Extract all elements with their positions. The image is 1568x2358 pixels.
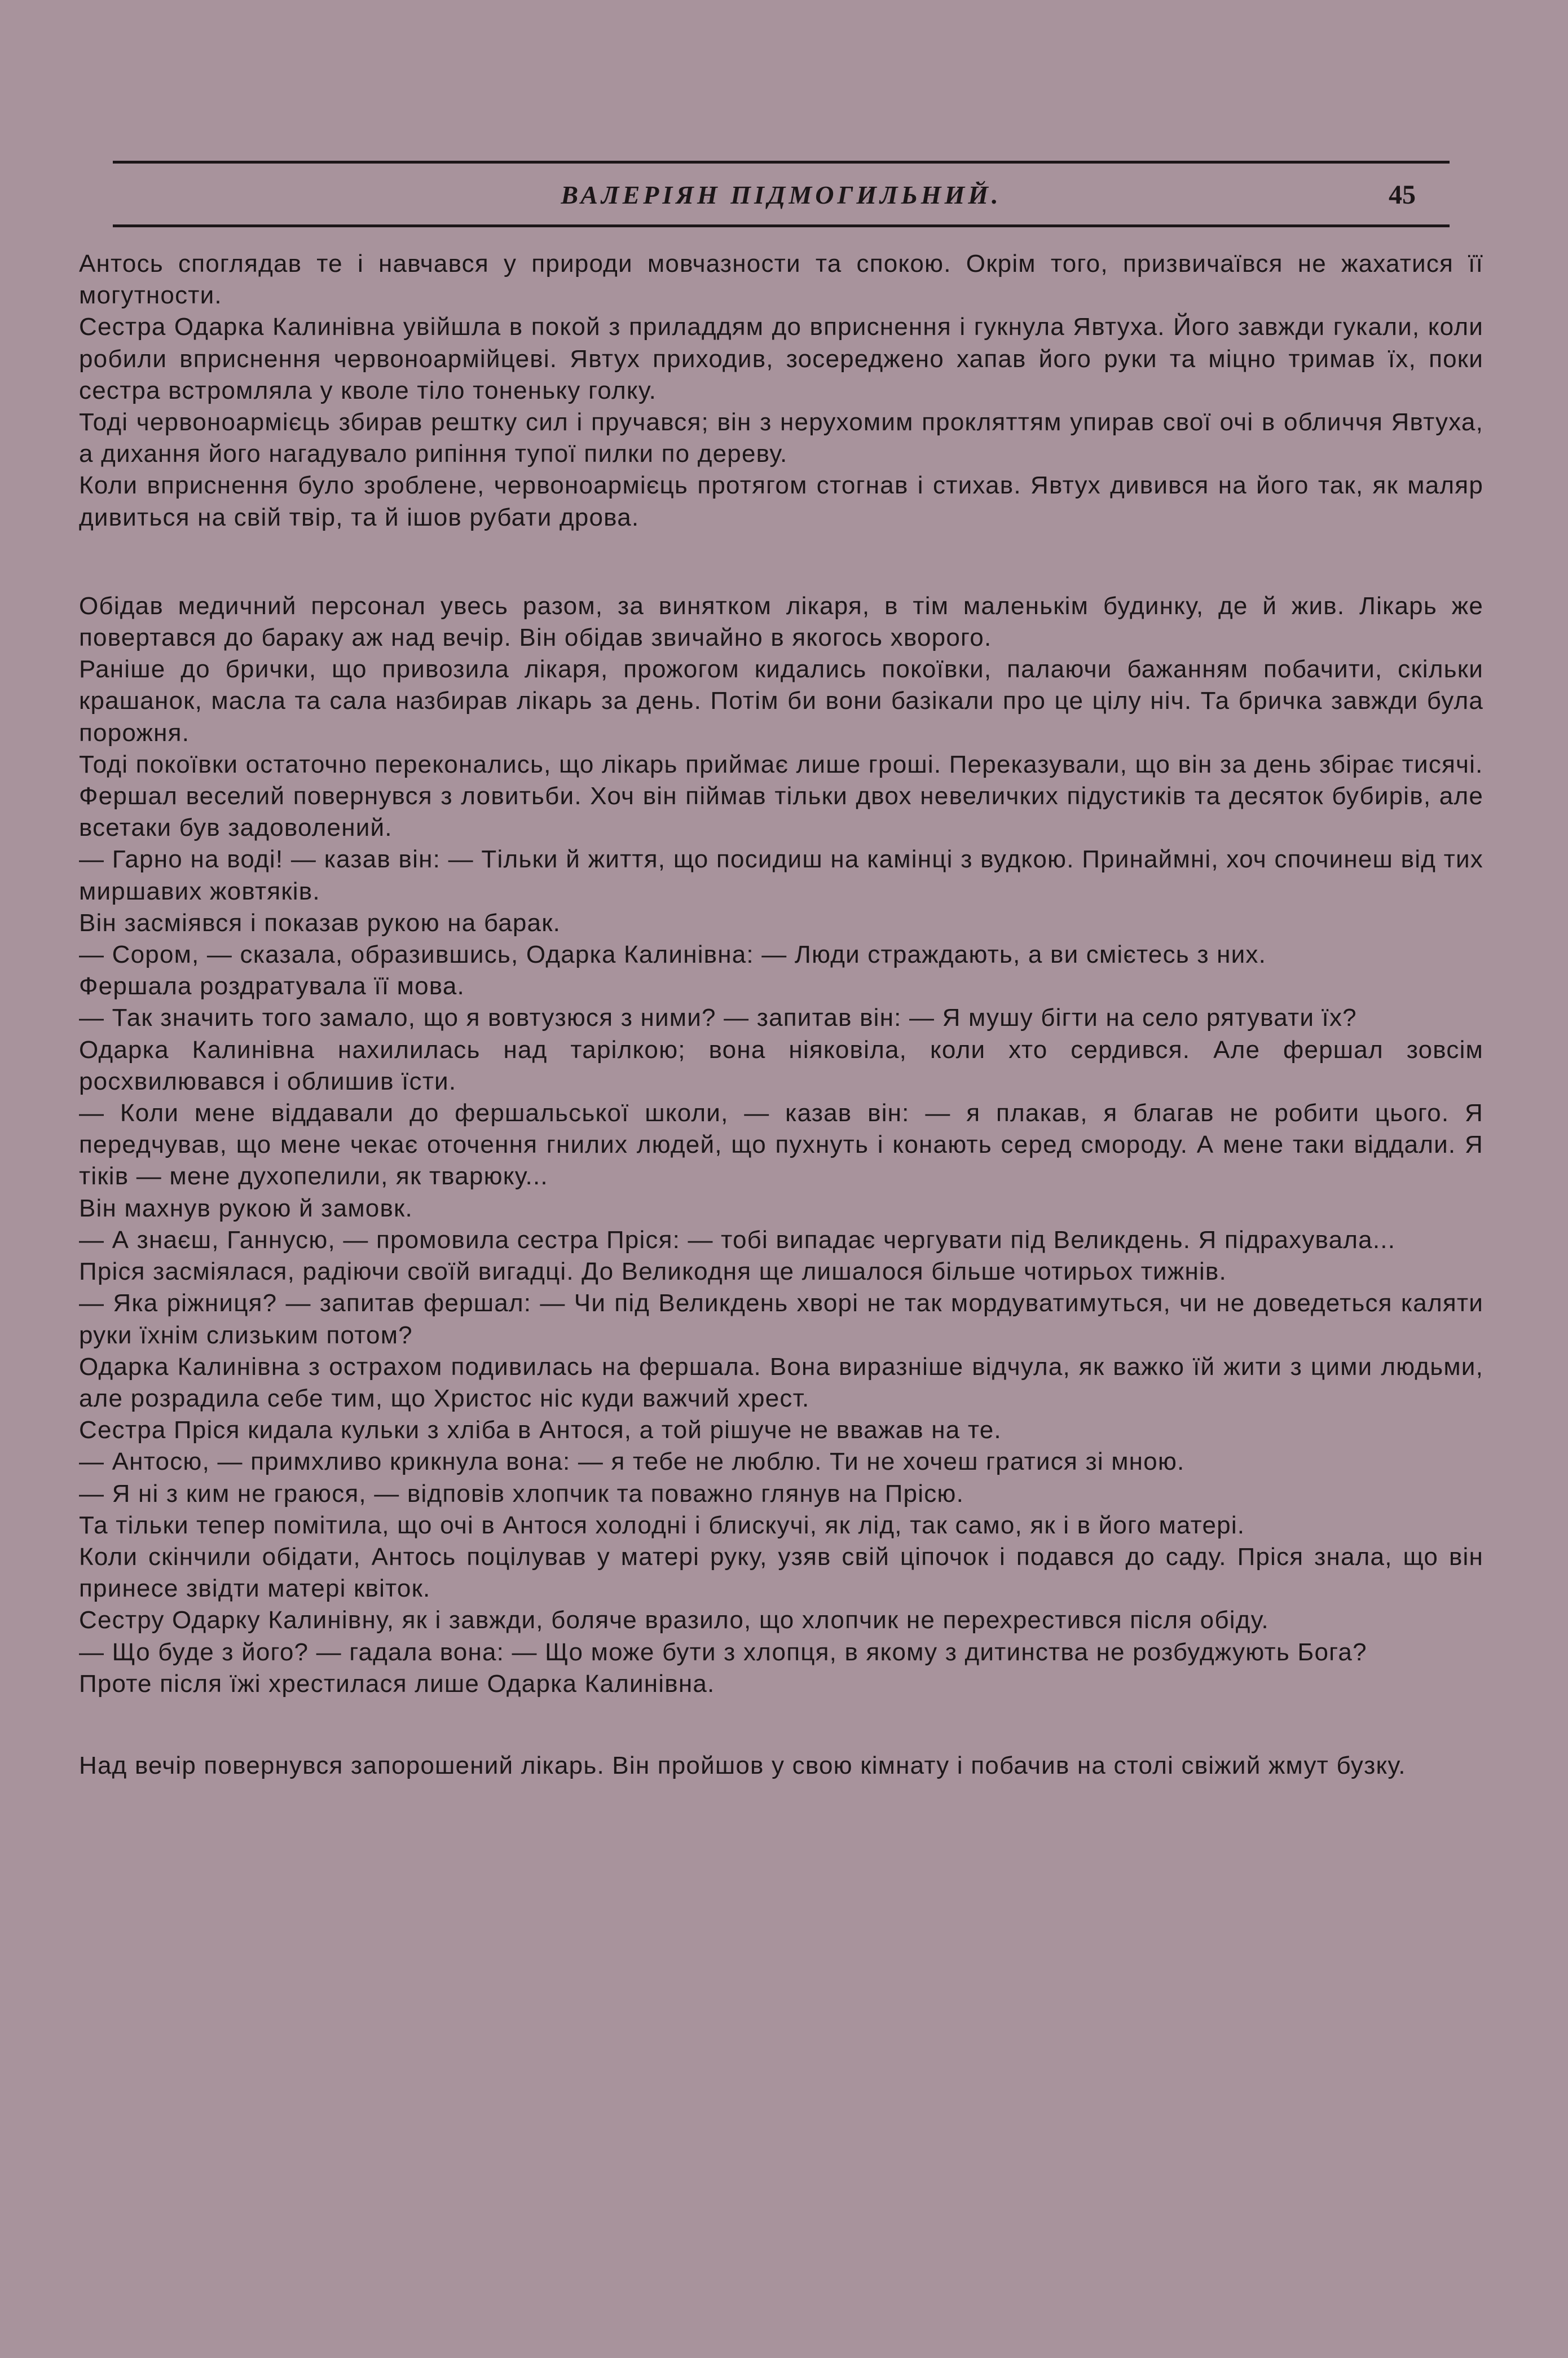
paragraph: Пріся засміялася, радіючи своїй вигадці. До Великодня ще лишалося більше чотирьох тижнів.: [79, 1258, 1227, 1286]
paragraph: Та тільки тепер помітила, що очі в Антося холодні і блискучі, як лід, так само, як і в його матері.: [79, 1511, 1245, 1539]
paragraph: Над вечір повернувся запорошений лікарь. Він пройшов у свою кімнату і побачив на столі свіжий жмут бузку.: [79, 1751, 1406, 1779]
paragraph: Коли вприснення було зроблене, червоноармієць протягом стогнав і стихав. Явтух дивився на його так, як маляр дивиться на свій твір, та й ішов рубати дрова.: [79, 471, 1483, 531]
paragraph: Сестру Одарку Калинівну, як і завжди, боляче вразило, що хлопчик не перехрестився після обіду.: [79, 1606, 1269, 1634]
paragraph: Коли скінчили обідати, Антось поцілував у матері руку, узяв свій ціпочок і подався до саду. Пріся знала, що він принесе звідти матері квіток.: [79, 1542, 1483, 1603]
section-2: [79, 590, 1483, 1700]
paragraph: Антось споглядав те і навчався у природи мовчазности та спокою. Окрім того, призвичаївся не жахатися її могутности.: [79, 250, 1483, 310]
paragraph: Фершал веселий повернувся з ловитьби. Хоч він піймав тільки двох невеличких підустиків та десяток бубирів, але всетаки був задоволений.: [79, 782, 1483, 842]
paragraph: Він засміявся і показав рукою на барак.: [79, 909, 561, 937]
header-rule-top: [113, 161, 1450, 164]
paragraph: Тоді покоївки остаточно переконались, що лікарь приймає лише гроші. Переказували, що він за день збірає тисячі.: [79, 750, 1483, 778]
paragraph: Фершала роздратувала її мова.: [79, 972, 465, 1001]
running-head: [113, 173, 1450, 218]
section-break: [79, 1700, 1483, 1750]
paragraph: — Так значить того замало, що я вовтузюся з ними? — запитав він: — Я мушу бігти на село рятувати їх?: [79, 1004, 1357, 1032]
header-rule-bottom: [113, 224, 1450, 227]
paragraph: — Що буде з його? — гадала вона: — Що може бути з хлопця, в якому з дитинства не розбуджують Бога?: [79, 1638, 1367, 1666]
body-text: [79, 248, 1483, 1782]
page-number: 45: [1389, 180, 1416, 210]
paragraph: — Я ні з ким не граюся, — відповів хлопчик та поважно глянув на Прісю.: [79, 1479, 964, 1508]
paragraph: Одарка Калинівна нахилилась над тарілкою; вона ніяковіла, коли хто сердився. Але фершал зовсім росхвилювався і облишив їсти.: [79, 1035, 1483, 1095]
running-title: ВАЛЕРІЯН ПІДМОГИЛЬНИЙ.: [561, 180, 1002, 209]
paragraph: Проте після їжі хрестилася лише Одарка Калинівна.: [79, 1669, 715, 1698]
paragraph: Одарка Калинівна з острахом подивилась на фершала. Вона виразніше відчула, як важко їй жити з цими людьми, але розрадила себе тим, що Христос ніс куди важчий хрест.: [79, 1352, 1483, 1412]
paragraph: Він махнув рукою й замовк.: [79, 1194, 413, 1222]
paragraph: — Яка ріжниця? — запитав фершал: — Чи під Великдень хворі не так мордуватимуться, чи не доведеться каляти руки їхнім слизьким потом?: [79, 1289, 1483, 1349]
paragraph: — Сором, — сказала, образившись, Одарка Калинівна: — Люди страждають, а ви смієтесь з них.: [79, 941, 1267, 969]
paragraph: — Антосю, — примхливо крикнула вона: — я тебе не люблю. Ти не хочеш гратися зі мною.: [79, 1448, 1185, 1476]
paragraph: — Гарно на воді! — казав він: — Тільки й життя, що посидиш на камінці з вудкою. Принаймні, хоч спочинеш від тих миршавих жовтяків.: [79, 845, 1483, 905]
section-break: [79, 534, 1483, 590]
paragraph: Сестра Одарка Калинівна увійшла в покой з приладдям до вприснення і гукнула Явтуха. Його завжди гукали, коли робили вприснення червоноармійцеві. Явтух приходив, зосереджено хапав його руки та міцно тримав їх, поки сестра встромляла у кволе тіло тоненьку голку.: [79, 313, 1483, 404]
section-3: [79, 1750, 1483, 1782]
paragraph: Обідав медичний персонал увесь разом, за винятком лікаря, в тім маленькім будинку, де й жив. Лікарь же повертався до бараку аж над вечір. Він обідав звичайно в якогось хворого.: [79, 592, 1483, 652]
paragraph: — А знаєш, Ганнусю, — промовила сестра Пріся: — тобі випадає чергувати під Великдень. Я підрахувала...: [79, 1226, 1396, 1254]
paragraph: — Коли мене віддавали до фершальської школи, — казав він: — я плакав, я благав не робити цього. Я передчував, що мене чекає оточення гнилих людей, що пухнуть і конають серед смороду. А мене таки віддали. Я тіків — мене духопелили, як тварюку...: [79, 1099, 1483, 1191]
section-1: [79, 248, 1483, 534]
paragraph: Сестра Пріся кидала кульки з хліба в Антося, а той рішуче не вважав на те.: [79, 1416, 1002, 1444]
paragraph: Тоді червоноармієць збирав рештку сил і пручався; він з нерухомим прокляттям упирав свої очі в обличчя Явтуха, а дихання його нагадувало рипіння тупої пилки по дереву.: [79, 408, 1483, 468]
paragraph: Раніше до брички, що привозила лікаря, прожогом кидались покоївки, палаючи бажанням побачити, скільки крашанок, масла та сала назбирав лікарь за день. Потім би вони базікали про це цілу ніч. Та бричка завжди була порожня.: [79, 655, 1483, 747]
